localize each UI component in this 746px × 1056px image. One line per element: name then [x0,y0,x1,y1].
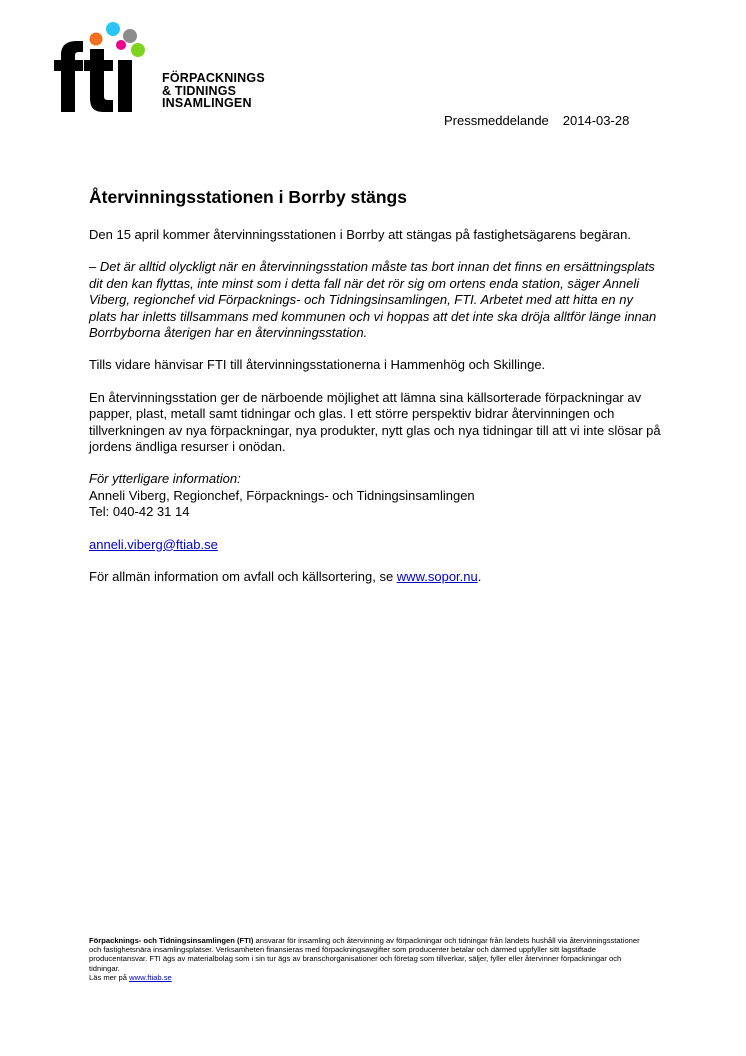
logo-letter-t [84,49,113,112]
footer-more-prefix: Läs mer på [89,972,130,982]
logo-dot-gray [123,29,137,43]
fti-logo-mark [46,20,156,120]
contact-email-link[interactable]: anneli.viberg@ftiab.se [89,536,218,552]
page-title: Återvinningsstationen i Borrby stängs [89,187,407,207]
document-date: 2014-03-28 [562,113,630,128]
logo-line-1: FÖRPACKNINGS [162,71,265,85]
general-info-line [89,569,664,585]
redirect-paragraph: Tills vidare hänvisar FTI till återvinningsstationerna i Hammenhög och Skillinge. [89,357,546,373]
logo-dot-green [131,43,145,57]
footer-org: Förpacknings- och Tidningsinsamlingen (FTI) [89,936,254,945]
fti-logo [46,20,286,120]
contact-email-line [89,537,664,553]
document-header [444,113,629,128]
document-type: Pressmeddelande [444,113,549,128]
logo-letter-i [118,60,132,112]
footer-text: ansvarar för insamling och återvinning av förpackningar och tidningar från landets hushåll via återvinningsstationer och fastighetsnära insamlingsplatser. Verksamheten finansieras med förpackningsavgifter som producenter betalar och därmed uppfyller sitt lagstiftade producentansvar. FTI ägs av materialbolag som i sin tur ägs av branschorganisationer och företag som tillverkar, säljer, fyller eller återvinner förpackningar och tidningar. [89,936,640,973]
general-info-end: . [477,569,482,585]
logo-dot-blue [106,22,120,36]
sopor-link[interactable]: www.sopor.nu [396,569,478,585]
logo-line-3: INSAMLINGEN [162,96,252,110]
logo-wordmark [162,72,265,110]
quote-paragraph: – Det är alltid olyckligt när en återvinningsstation måste tas bort innan det finns en ersättningsplats dit den kan flyttas, inte minst som i detta fall när det rör sig om ortens enda station, säger Anneli Viberg, regionchef vid Förpacknings- och Tidningsinsamlingen, FTI. Arbetet med att hitta en ny plats har inletts tillsammans med kommunen och vi hoppas att det inte ska dröja alltför länge innan Borrbyborna återigen har en återvinningsstation. [89,259,657,341]
contact-person: Anneli Viberg, Regionchef, Förpacknings- och Tidningsinsamlingen [89,487,475,503]
contact-block [89,471,664,520]
press-release-body [89,186,664,586]
intro-paragraph: Den 15 april kommer återvinningsstationen i Borrby att stängas på fastighetsägarens begäran. [89,227,631,242]
logo-dot-pink [116,40,126,50]
general-info-text: För allmän information om avfall och källsortering, se [89,569,397,585]
logo-line-2: & TIDNINGS [162,83,237,98]
ftiab-link[interactable]: www.ftiab.se [129,972,172,982]
footer-note [89,936,649,982]
about-paragraph: En återvinningsstation ger de närboende möjlighet att lämna sina källsorterade förpackningar av papper, plast, metall samt tidningar och glas. I ett större perspektiv bidrar återvinningen och tillverkningen av nya förpackningar, nya produkter, nytt glas och nya tidningar till att vi inte slösar på jordens ändliga resurser i onödan. [89,389,661,455]
contact-heading: För ytterligare information: [89,471,241,487]
contact-phone: Tel: 040-42 31 14 [89,504,190,520]
logo-dot-orange [90,33,103,46]
logo-letter-f [54,41,83,112]
